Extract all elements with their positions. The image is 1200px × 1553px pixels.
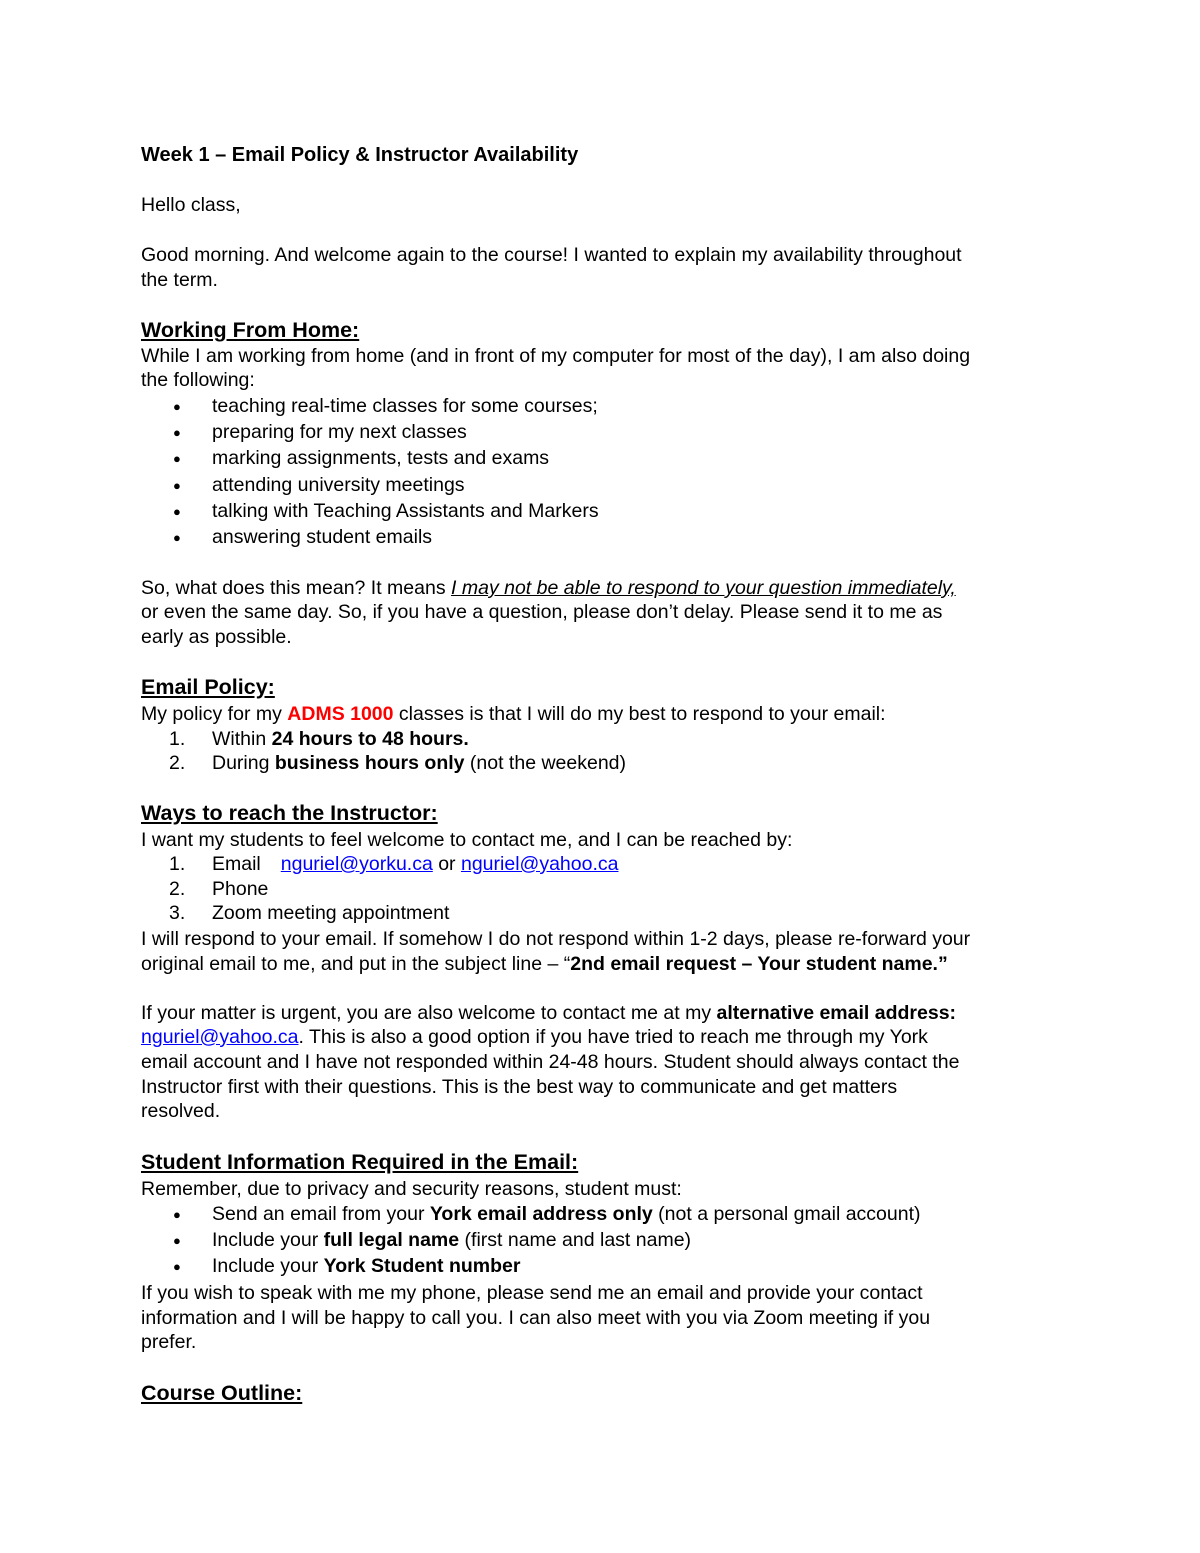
bullet-icon: ●	[173, 451, 181, 466]
student-info-item	[212, 1205, 921, 1225]
page-title: Week 1 – Email Policy & Instructor Availability	[141, 144, 579, 166]
item-text-end: (not the weekend)	[464, 752, 627, 774]
urgent-text-2: . This is also a good option if you have tried to reach me through my York	[298, 1026, 928, 1048]
urgent-line-4: Instructor first with their questions. This is the best way to communicate and get matters	[141, 1076, 898, 1098]
closing-line-1: If you wish to speak with me my phone, please send me an email and provide your contact	[141, 1282, 923, 1304]
wfh-item: teaching real-time classes for some courses;	[212, 395, 598, 417]
greeting: Hello class,	[141, 194, 241, 216]
wfh-so-line-2: or even the same day. So, if you have a question, please don’t delay. Please send it to me as	[141, 601, 943, 623]
wfh-lead-line-1: While I am working from home (and in front of my computer for most of the day), I am also doing	[141, 345, 971, 367]
wfh-item: attending university meetings	[212, 474, 465, 496]
closing-line-2: information and I will be happy to call you. I can also meet with you via Zoom meeting if you	[141, 1307, 931, 1329]
student-info-lead: Remember, due to privacy and security reasons, student must:	[141, 1178, 682, 1200]
email-policy-lead-text: My policy for my	[141, 703, 288, 725]
list-number: 3.	[169, 902, 186, 924]
urgent-line-2	[141, 1028, 928, 1048]
respond-line-2	[141, 955, 948, 975]
bullet-icon: ●	[173, 530, 181, 545]
heading-email-policy: Email Policy:	[141, 675, 275, 699]
respond-subject: 2nd email request – Your student name.”	[570, 953, 948, 975]
alternative-email-link[interactable]: nguriel@yahoo.ca	[141, 1026, 299, 1048]
wfh-item: answering student emails	[212, 526, 433, 548]
email-policy-item	[212, 730, 469, 750]
urgent-line-3: email account and I have not responded within 24-48 hours. Student should always contact the	[141, 1051, 960, 1073]
email-policy-lead-text-end: classes is that I will do my best to respond to your email:	[393, 703, 886, 725]
wfh-item: marking assignments, tests and exams	[212, 447, 550, 469]
wfh-so-emphasis: I may not be able to respond to your question immediately,	[451, 577, 956, 599]
item-text: Send an email from your	[212, 1203, 430, 1225]
item-text-end: (not a personal gmail account)	[652, 1203, 921, 1225]
heading-course-outline: Course Outline:	[141, 1381, 303, 1405]
item-bold: 24 hours to 48 hours.	[271, 728, 469, 750]
item-text: Include your	[212, 1229, 324, 1251]
item-text: Include your	[212, 1255, 324, 1277]
email-label: Email	[212, 853, 261, 875]
list-number: 1.	[169, 853, 186, 875]
respond-text: original email to me, and put in the subject line – “	[141, 953, 571, 975]
student-info-item	[212, 1257, 520, 1277]
ways-item-zoom: Zoom meeting appointment	[212, 902, 450, 924]
urgent-text: If your matter is urgent, you are also welcome to contact me at my	[141, 1002, 717, 1024]
email-link-yorku[interactable]: nguriel@yorku.ca	[280, 853, 433, 875]
heading-working-from-home: Working From Home:	[141, 318, 360, 342]
bullet-icon: ●	[173, 1259, 181, 1274]
closing-line-3: prefer.	[141, 1331, 197, 1353]
heading-student-info: Student Information Required in the Email:	[141, 1150, 579, 1174]
ways-item-email	[212, 855, 618, 875]
email-link-yahoo[interactable]: nguriel@yahoo.ca	[460, 853, 619, 875]
item-bold: full legal name	[323, 1229, 460, 1251]
list-number: 2.	[169, 878, 186, 900]
wfh-item: preparing for my next classes	[212, 421, 467, 443]
wfh-so-line-3: early as possible.	[141, 626, 292, 648]
item-text: Within	[212, 728, 272, 750]
urgent-line-5: resolved.	[141, 1100, 221, 1122]
heading-ways-to-reach: Ways to reach the Instructor:	[141, 801, 438, 825]
wfh-item: talking with Teaching Assistants and Markers	[212, 500, 599, 522]
wfh-so-line-1	[141, 579, 956, 599]
wfh-so-text: So, what does this mean? It means	[141, 577, 452, 599]
list-number: 1.	[169, 728, 186, 750]
bullet-icon: ●	[173, 478, 181, 493]
respond-line-1: I will respond to your email. If somehow I do not respond within 1-2 days, please re-forward your	[141, 928, 971, 950]
item-bold: York email address only	[429, 1203, 653, 1225]
intro-line-2: the term.	[141, 269, 218, 291]
ways-item-phone: Phone	[212, 878, 269, 900]
urgent-bold: alternative email address:	[716, 1002, 957, 1024]
list-number: 2.	[169, 752, 186, 774]
bullet-icon: ●	[173, 425, 181, 440]
item-bold: business hours only	[274, 752, 465, 774]
bullet-icon: ●	[173, 1207, 181, 1222]
student-info-item	[212, 1231, 691, 1251]
email-policy-item	[212, 754, 626, 774]
or-text: or	[432, 853, 461, 875]
email-policy-lead	[141, 705, 886, 725]
urgent-line-1	[141, 1004, 956, 1024]
item-text-end: (first name and last name)	[459, 1229, 692, 1251]
course-code: ADMS 1000	[287, 703, 394, 725]
wfh-lead-line-2: the following:	[141, 369, 255, 391]
intro-line-1: Good morning. And welcome again to the course! I wanted to explain my availability throughout	[141, 244, 962, 266]
bullet-icon: ●	[173, 504, 181, 519]
ways-lead: I want my students to feel welcome to contact me, and I can be reached by:	[141, 829, 793, 851]
bullet-icon: ●	[173, 1233, 181, 1248]
item-text: During	[212, 752, 275, 774]
bullet-icon: ●	[173, 399, 181, 414]
item-bold: York Student number	[323, 1255, 521, 1277]
